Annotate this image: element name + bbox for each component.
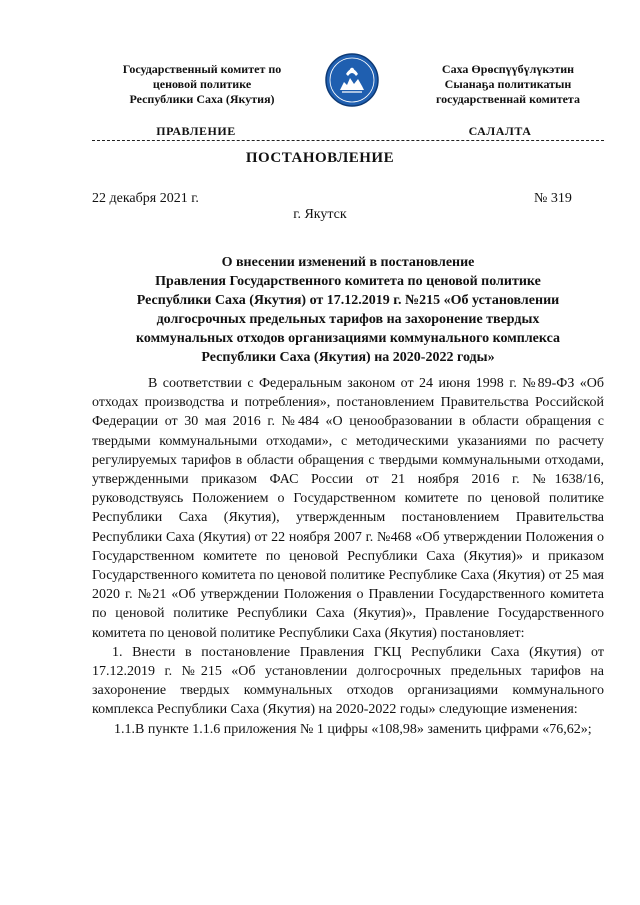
title-line6: Республики Саха (Якутия) на 2020-2022 годы» [201,350,495,365]
header-left-line3: Республики Саха (Якутия) [129,92,275,106]
document-type: ПОСТАНОВЛЕНИЕ [245,150,395,166]
title-line5: коммунальных отходов организациями коммунального комплекса [136,331,560,346]
header-right-sub: САЛАЛТА [468,124,532,138]
body-paragraph-2: 1. Внести в постановление Правления ГКЦ Республики Саха (Якутия) от 17.12.2019 г. №215 «Об установлении долгосрочных предельных тарифов на захоронение твердых коммунальных отходов организациями коммунального комплекса Республики Саха (Якутия) на 2020-2022 годы» следующие изменения: [92,644,604,718]
header-left-line1: Государственный комитет по [122,62,282,76]
document-body [92,374,604,739]
dashed-divider [92,140,604,141]
header-right-line1: Саха Өрөспүүбүлүкэтин [441,62,575,76]
document-title [100,253,596,367]
title-line2: Правления Государственного комитета по ценовой политике [155,274,541,289]
body-paragraph-1: В соответствии с Федеральным законом от 24 июня 1998 г. №89-ФЗ «Об отходах производства и потребления», постановлением Правительства Российской Федерации от 30 мая 2016 г. №484 «О ценообразовании в области обращения с твердыми коммунальными отходами», с методическими указаниями по расчету регулируемых тарифов в области обращения с твердыми коммунальными отходами, утвержденными приказом ФАС России от 21 ноября 2016 г. №1638/16, руководствуясь Положением о Государственном комитете по ценовой политике Республики Саха (Якутия), утвержденным постановлением Правительства Республики Саха (Якутия) от 22 ноября 2007 г. №468 «Об утверждении Положения о Государственном комитете по ценовой Республики Саха (Якутия)» и приказом Государственного комитета по ценовой политике Республике Саха (Якутия) от 25 мая 2020 г. №21 «Об утверждении Положения о Правлении Государственного комитета по ценовой политике Республики Саха (Якутия)», Правление Государственного комитета по ценовой политике Республики Саха (Якутия) постановляет: [92,376,604,641]
header-left-org [92,62,312,107]
emblem-icon [324,52,380,108]
header-left-sub: ПРАВЛЕНИЕ [156,124,236,138]
title-line3: Республики Саха (Якутия) от 17.12.2019 г. №215 «Об установлении [136,293,560,308]
title-line4: долгосрочных предельных тарифов на захоронение твердых [156,312,540,327]
document-date: 22 декабря 2021 г. [92,191,199,206]
document-city: г. Якутск [293,207,347,222]
header-right-org [398,62,618,107]
document-number: № 319 [534,191,572,206]
body-paragraph-3: 1.1.В пункте 1.1.6 приложения № 1 цифры «108,98» заменить цифрами «76,62»; [114,721,592,737]
title-line1: О внесении изменений в постановление [221,255,475,270]
header-left-line2: ценовой политике [152,77,252,91]
header-right-line2: Сыанаҕа политикатын [444,77,572,91]
header-right-line3: государственнай комитета [436,92,580,106]
